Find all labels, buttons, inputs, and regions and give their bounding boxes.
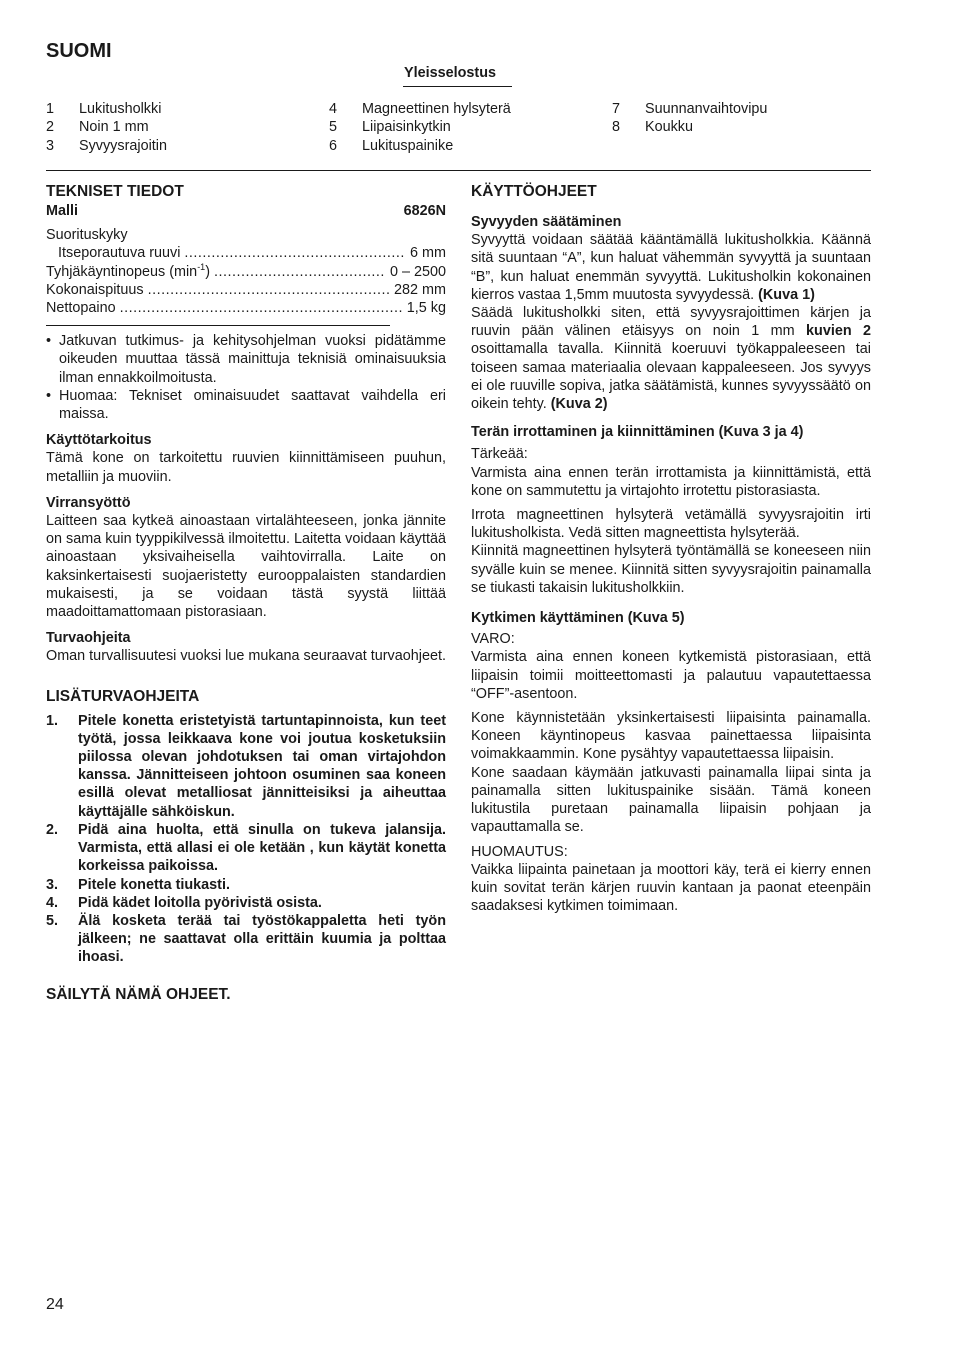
section-text: Laitteen saa kytkeä ainoastaan virtalähteeseen, jonka jännite on sama kuin tyyppikilvessä ilmoitettu. Laitetta voidaan käyttää ainoastaan yksivaiheisella vaihtovirralla. Laite on kaksinkertaisesti suojaeristetty eurooppalaisten standardien mukaisesti, ja se voidaan tästä syystä liittää maadoittamattomaan pistorasiaan.: [46, 513, 446, 621]
legend-item: 2 Noin 1 mm: [46, 119, 149, 136]
switch-caution-label: VARO:: [471, 631, 515, 648]
switch-title: Kytkimen käyttäminen (Kuva 5): [471, 610, 685, 627]
spec-capacity-label: Suorituskyky: [46, 227, 128, 244]
legend-item: 5 Liipaisinkytkin: [329, 119, 451, 136]
left-column: [46, 182, 446, 1004]
depth-text-1: Syvyyttä voidaan säätää kääntämällä lukitusholkkia. Käännä sitä suuntaan “A”, kun haluat vähemmän syvyyttä ja suuntaan “B”, kun haluat enemmän syvyyttä. Lukitusholkin kokonainen kierros vastaa 1,5mm muutosta syvyydessä. (Kuva 1): [471, 232, 871, 303]
spec-model-row: Malli 6826N: [46, 203, 446, 219]
bit-text-1: Varmista aina ennen terän irrottamista ja kiinnittämistä, että kone on sammutettu ja virtajohto irrotettu pistorasiasta.: [471, 464, 871, 499]
right-column: [471, 182, 871, 915]
depth-text-2: Säädä lukitusholkki siten, että syvyysrajoittimen kärjen ja ruuvin pään välinen etäisyys on noin 1 mm kuvien 2 osoittamalla tavalla. Kiinnitä koeruuvi työkappaleeseen tai toiseen samaa materiaalia olevaan kappaleeseen. Jos syvyys ei ole ruuville sopiva, jatka säätämistä, kunnes syvyyssäätö on oikein tehty. (Kuva 2): [471, 305, 872, 413]
legend-item: 8 Koukku: [612, 119, 693, 136]
section-title: Käyttötarkoitus: [46, 432, 152, 449]
section-title: Turvaohjeita: [46, 630, 131, 647]
extra-safety-heading: LISÄTURVAOHJEITA: [46, 687, 200, 705]
safety-item: 1. Pitele konetta eristetyistä tartuntapinnoista, kun teet työtä, jossa leikkaava kone voi joutua kosketuksiin piilossa olevan johdotuksen tai oman virtajohdon kanssa. Jännitteiseen johtoon osuminen saa koneen esillä olevat metalliosat jännitteisiksi ja aiheuttaa käyttäjälle sähköiskun.: [46, 712, 446, 820]
spec-note: • Huomaa: Tekniset ominaisuudet saattavat vaihdella eri maissa.: [46, 387, 446, 423]
legend-column-3: [612, 100, 767, 137]
legend-item: 6 Lukituspainike: [329, 137, 454, 154]
safety-item: 3. Pitele konetta tiukasti.: [46, 876, 230, 893]
switch-note-text: Vaikka liipainta painetaan ja moottori käy, terä ei kierry ennen kuin sovitat terän kärjen ruuvin kantaan ja paonat eteenpäin saadaksesi kytkimen toimimaan.: [471, 861, 871, 915]
legend-item: 1 Lukitusholkki: [46, 101, 162, 117]
section-title: Virransyöttö: [46, 494, 131, 511]
spec-speed-row: Tyhjäkäyntinopeus $(\min^{-1})$ ..... 0 – 2500: [46, 263, 446, 281]
safety-item: 2. Pidä aina huolta, että sinulla on tukeva jalansija. Varmista, että allasi ei ole ketään , kun käytät konetta korkeissa paikoissa.: [46, 821, 446, 875]
specs-rule: [46, 325, 390, 326]
bit-important-label: Tärkeää:: [471, 446, 528, 463]
legend-item: 7 Suunnanvaihtovipu: [612, 101, 768, 117]
safety-item: 5. Älä kosketa terää tai työstökappaletta heti työn jälkeen; ne saattavat olla erittäin kuumia ja polttaa ihoasi.: [46, 912, 446, 966]
bit-title: Terän irrottaminen ja kiinnittäminen (Kuva 3 ja 4): [471, 424, 804, 441]
legend-column-2: [329, 100, 511, 155]
bit-text-3: Kiinnitä magneettinen hylsyterä työntämällä se koneeseen niin syvälle kuin se menee. Kiinnitä sitten syvyysrajoitin painamalla se tiukasti takaisin lukitusholkkiin.: [471, 543, 871, 596]
specs-notes: [46, 332, 446, 423]
spec-screw-row: Itseporautuva ruuvi ..... 6 mm: [46, 244, 446, 262]
section-text: Oman turvallisuutesi vuoksi lue mukana seuraavat turvaohjeet.: [46, 648, 446, 665]
legend-item: 4 Magneettinen hylsyterä: [329, 101, 511, 117]
language-heading: SUOMI: [46, 40, 112, 62]
section-text: Tämä kone on tarkoitettu ruuvien kiinnittämiseen puuhun, metalliin ja muoviin.: [46, 450, 446, 485]
page-number: 24: [46, 1296, 64, 1313]
spec-note: • Jatkuvan tutkimus- ja kehitysohjelman vuoksi pidätämme oikeuden muuttaa tässä mainittuja teknisiä ominaisuuksia ilman ennakkoilmoitusta.: [46, 332, 446, 387]
save-instructions: SÄILYTÄ NÄMÄ OHJEET.: [46, 985, 231, 1003]
depth-title: Syvyyden säätäminen: [471, 214, 622, 230]
switch-text-2: Kone saadaan käymään jatkuvasti painamalla liipai sinta ja painamalla sitten lukituspainike sisään. Tämä koneen lukitustila puretaan painamalla liipaisin pohjaan ja vapauttamalla se.: [471, 764, 871, 836]
switch-caution-text: Varmista aina ennen koneen kytkemistä pistorasiaan, että liipaisin toimii moitteettomasti ja palautuu vapautettaessa “OFF”-asentoon.: [471, 649, 871, 702]
section-divider: [46, 170, 871, 171]
legend-column-1: [46, 100, 167, 155]
operation-heading: KÄYTTÖOHJEET: [471, 183, 597, 200]
spec-length-row: Kokonaispituus ..... 282 mm: [46, 281, 446, 299]
switch-note-label: HUOMAUTUS:: [471, 843, 568, 860]
general-description-title: Yleisselostus: [404, 65, 496, 81]
bit-text-2: Irrota magneettinen hylsyterä vetämällä syvyysrajoitin irti lukitusholkista. Vedä sitten magneettista hylsyterää.: [471, 507, 871, 542]
title-underline: [403, 86, 512, 87]
spec-weight-row: Nettopaino ..... 1,5 kg: [46, 299, 446, 317]
safety-item: 4. Pidä kädet loitolla pyörivistä osista.: [46, 894, 322, 911]
specs-heading: TEKNISET TIEDOT: [46, 183, 184, 200]
switch-text-1: Kone käynnistetään yksinkertaisesti liipaisinta painamalla. Koneen käyntinopeus kasvaa painettaessa liipaisinta voimakkaammin. Kone pysähtyy vapautettaessa liipaisin.: [471, 710, 871, 763]
safety-list: [46, 712, 446, 967]
legend-item: 3 Syvyysrajoitin: [46, 137, 167, 154]
